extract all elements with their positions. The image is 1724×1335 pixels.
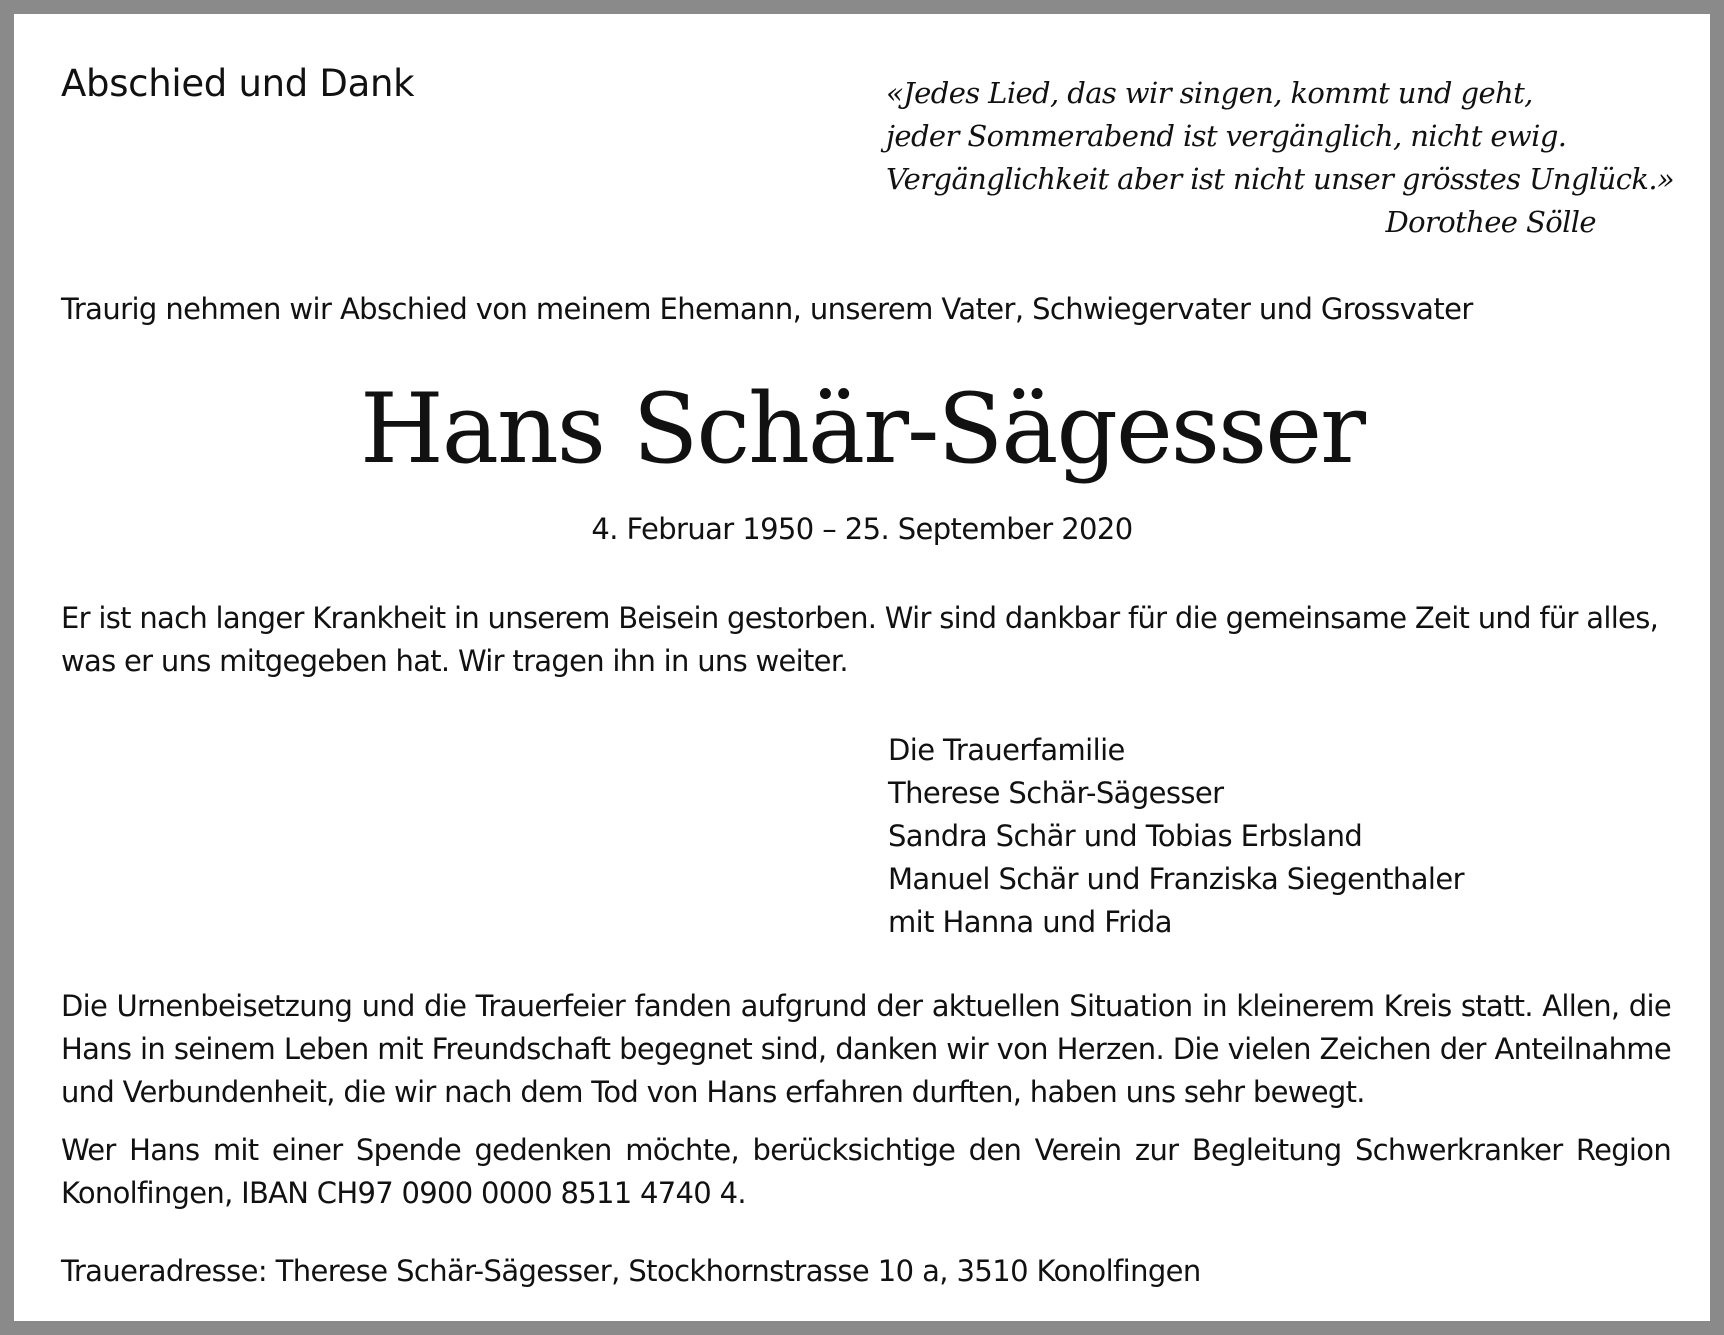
- family-line: Die Trauerfamilie: [888, 733, 1125, 767]
- mourning-address: Traueradresse: Therese Schär-Sägesser, Stockhornstrasse 10 a, 3510 Konolfingen: [61, 1254, 1201, 1288]
- life-dates: 4. Februar 1950 – 25. September 2020: [591, 512, 1133, 546]
- family-line: Sandra Schär und Tobias Erbsland: [888, 819, 1363, 853]
- obituary-page: [14, 14, 1710, 1321]
- donation-text: Wer Hans mit einer Spende gedenken möchte, berücksichtige den Verein zur Begleitung Schwerkranker Region Konolfingen, IBAN CH97 0900 0000 8511 4740 4.: [61, 1133, 1671, 1210]
- quote-block: [886, 72, 1675, 244]
- family-block: [888, 729, 1464, 944]
- quote-line: Vergänglichkeit aber ist nicht unser grösstes Unglück.»: [886, 162, 1675, 196]
- ceremony-text: Die Urnenbeisetzung und die Trauerfeier fanden aufgrund der aktuellen Situation in kleinerem Kreis statt. Allen, die Hans in seinem Leben mit Freundschaft begegnet sind, danken wir von Herzen. Die vielen Zeichen der Anteilnahme und Verbundenheit, die wir nach dem Tod von Hans erfahren durften, haben uns sehr bewegt.: [61, 989, 1671, 1109]
- quote-line: jeder Sommerabend ist vergänglich, nicht ewig.: [886, 119, 1567, 153]
- intro-text: Traurig nehmen wir Abschied von meinem Ehemann, unserem Vater, Schwiegervater und Grossvater: [61, 292, 1473, 326]
- family-line: Therese Schär-Sägesser: [888, 776, 1224, 810]
- quote-author: Dorothee Sölle: [1385, 205, 1596, 239]
- family-line: mit Hanna und Frida: [888, 905, 1172, 939]
- quote-line: «Jedes Lied, das wir singen, kommt und geht,: [886, 76, 1533, 110]
- heading: Abschied und Dank: [61, 62, 415, 105]
- family-line: Manuel Schär und Franziska Siegenthaler: [888, 862, 1464, 896]
- message-text: Er ist nach langer Krankheit in unserem Beisein gestorben. Wir sind dankbar für die gemeinsame Zeit und für alles, was er uns mitgegeben hat. Wir tragen ihn in uns weiter.: [61, 601, 1659, 678]
- deceased-name: Hans Schär-Sägesser: [360, 373, 1364, 485]
